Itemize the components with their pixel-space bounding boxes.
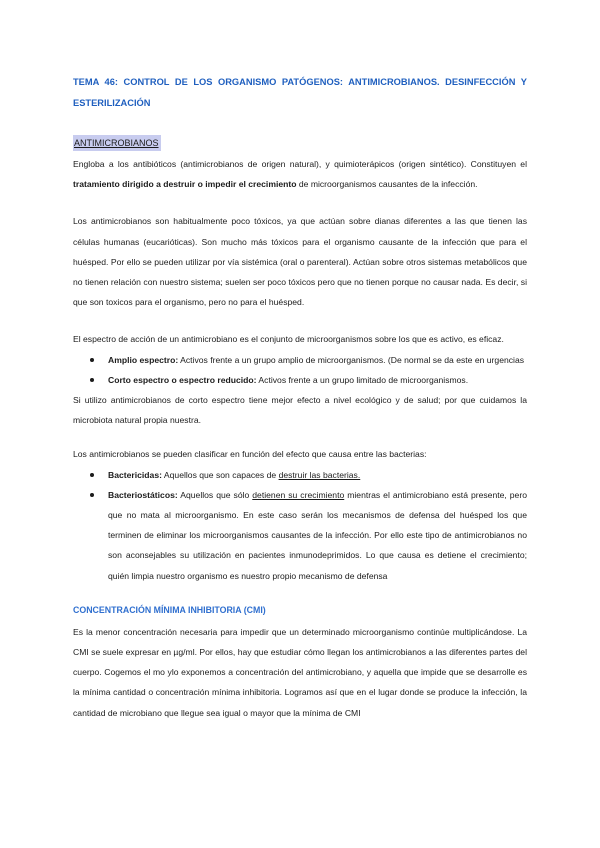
paragraph-classification: Los antimicrobianos se pueden clasificar en función del efecto que causa entre las bacterias: (73, 449, 427, 460)
paragraph-short-spectrum: Si utilizo antimicrobianos de corto espectro tiene mejor efecto a nivel ecológico y de salud; por que cuidamos la microbiota natural propia nuestra. (73, 395, 527, 426)
section-title-cmi: CONCENTRACIÓN MÍNIMA INHIBITORIA (CMI) (73, 604, 266, 615)
paragraph-definition: Engloba a los antibióticos (antimicrobianos de origen natural), y quimioterápicos (origen sintético). Constituyen el tratamiento dirigido a destruir o impedir el crecimiento de microorganismos causantes de la infección. (73, 159, 527, 190)
page-title: TEMA 46: CONTROL DE LOS ORGANISMO PATÓGENOS: ANTIMICROBIANOS. DESINFECCIÓN Y ESTERILIZACIÓN (73, 77, 527, 108)
section-label-antimicrobianos: ANTIMICROBIANOS (73, 135, 161, 151)
paragraph-spectrum: El espectro de acción de un antimicrobiano es el conjunto de microorganismos sobre los que es activo, es eficaz. (73, 334, 504, 345)
effect-list (73, 465, 527, 586)
paragraph-toxicity: Los antimicrobianos son habitualmente poco tóxicos, ya que actúan sobre dianas diferentes a las que tienen las células humanas (eucarióticas). Son mucho más tóxicos para el organismo causante de la infección que para el huésped. Por ello se pueden utilizar por vía sistémica (oral o parenteral). Actúan sobre otros sistemas metabólicos que no tienen relación con nuestro sistema; suelen ser poco tóxicos pero que no tienen porque no causar nada. Es decir, si que son toxicos para el organismo, pero no para el huésped. (73, 216, 527, 308)
list-item-spectrum: Corto espectro o espectro reducido: Activos frente a un grupo limitado de microorganismos. (73, 370, 527, 390)
list-item-spectrum: Amplio espectro: Activos frente a un grupo amplio de microorganismos. (De normal se da este en urgencias (73, 350, 527, 370)
paragraph-cmi: Es la menor concentración necesaria para impedir que un determinado microorganismo continúe multiplicándose. La CMI se suele expresar en µg/ml. Por ellos, hay que estudiar cómo llegan los antimicrobianos a las diferentes partes del cuerpo. Cogemos el mo ylo exponemos a concentración del antimicrobiano, y aquella que impide que se desarrolle es la mínima cantidad o concentración mínima inhibitoria. Logramos así que en el lugar donde se produce la infección, la cantidad de microbiano que llegue sea igual o mayor que la mínima de CMI (73, 626, 527, 718)
bold-treatment: tratamiento dirigido a destruir o impedir el crecimiento (73, 179, 297, 190)
list-item-bacteriostaticos: Bacteriostáticos: Aquellos que sólo detienen su crecimiento mientras el antimicrobiano está presente, pero que no mata al microorganismo. En este caso serán los mecanismos de defensa del huésped los que terminen de eliminar los microorganismos causantes de la infección. Por ello este tipo de antimicrobianos no son aconsejables su utilización en pacientes inmunodeprimidos. Lo que causa es detiene el crecimiento; quién limpia nuestro organismo es nuestro propio mecanismo de defensa (73, 485, 527, 586)
spectrum-list (73, 350, 527, 390)
list-item-bactericidas: Bactericidas: Aquellos que son capaces de destruir las bacterias. (73, 465, 527, 485)
